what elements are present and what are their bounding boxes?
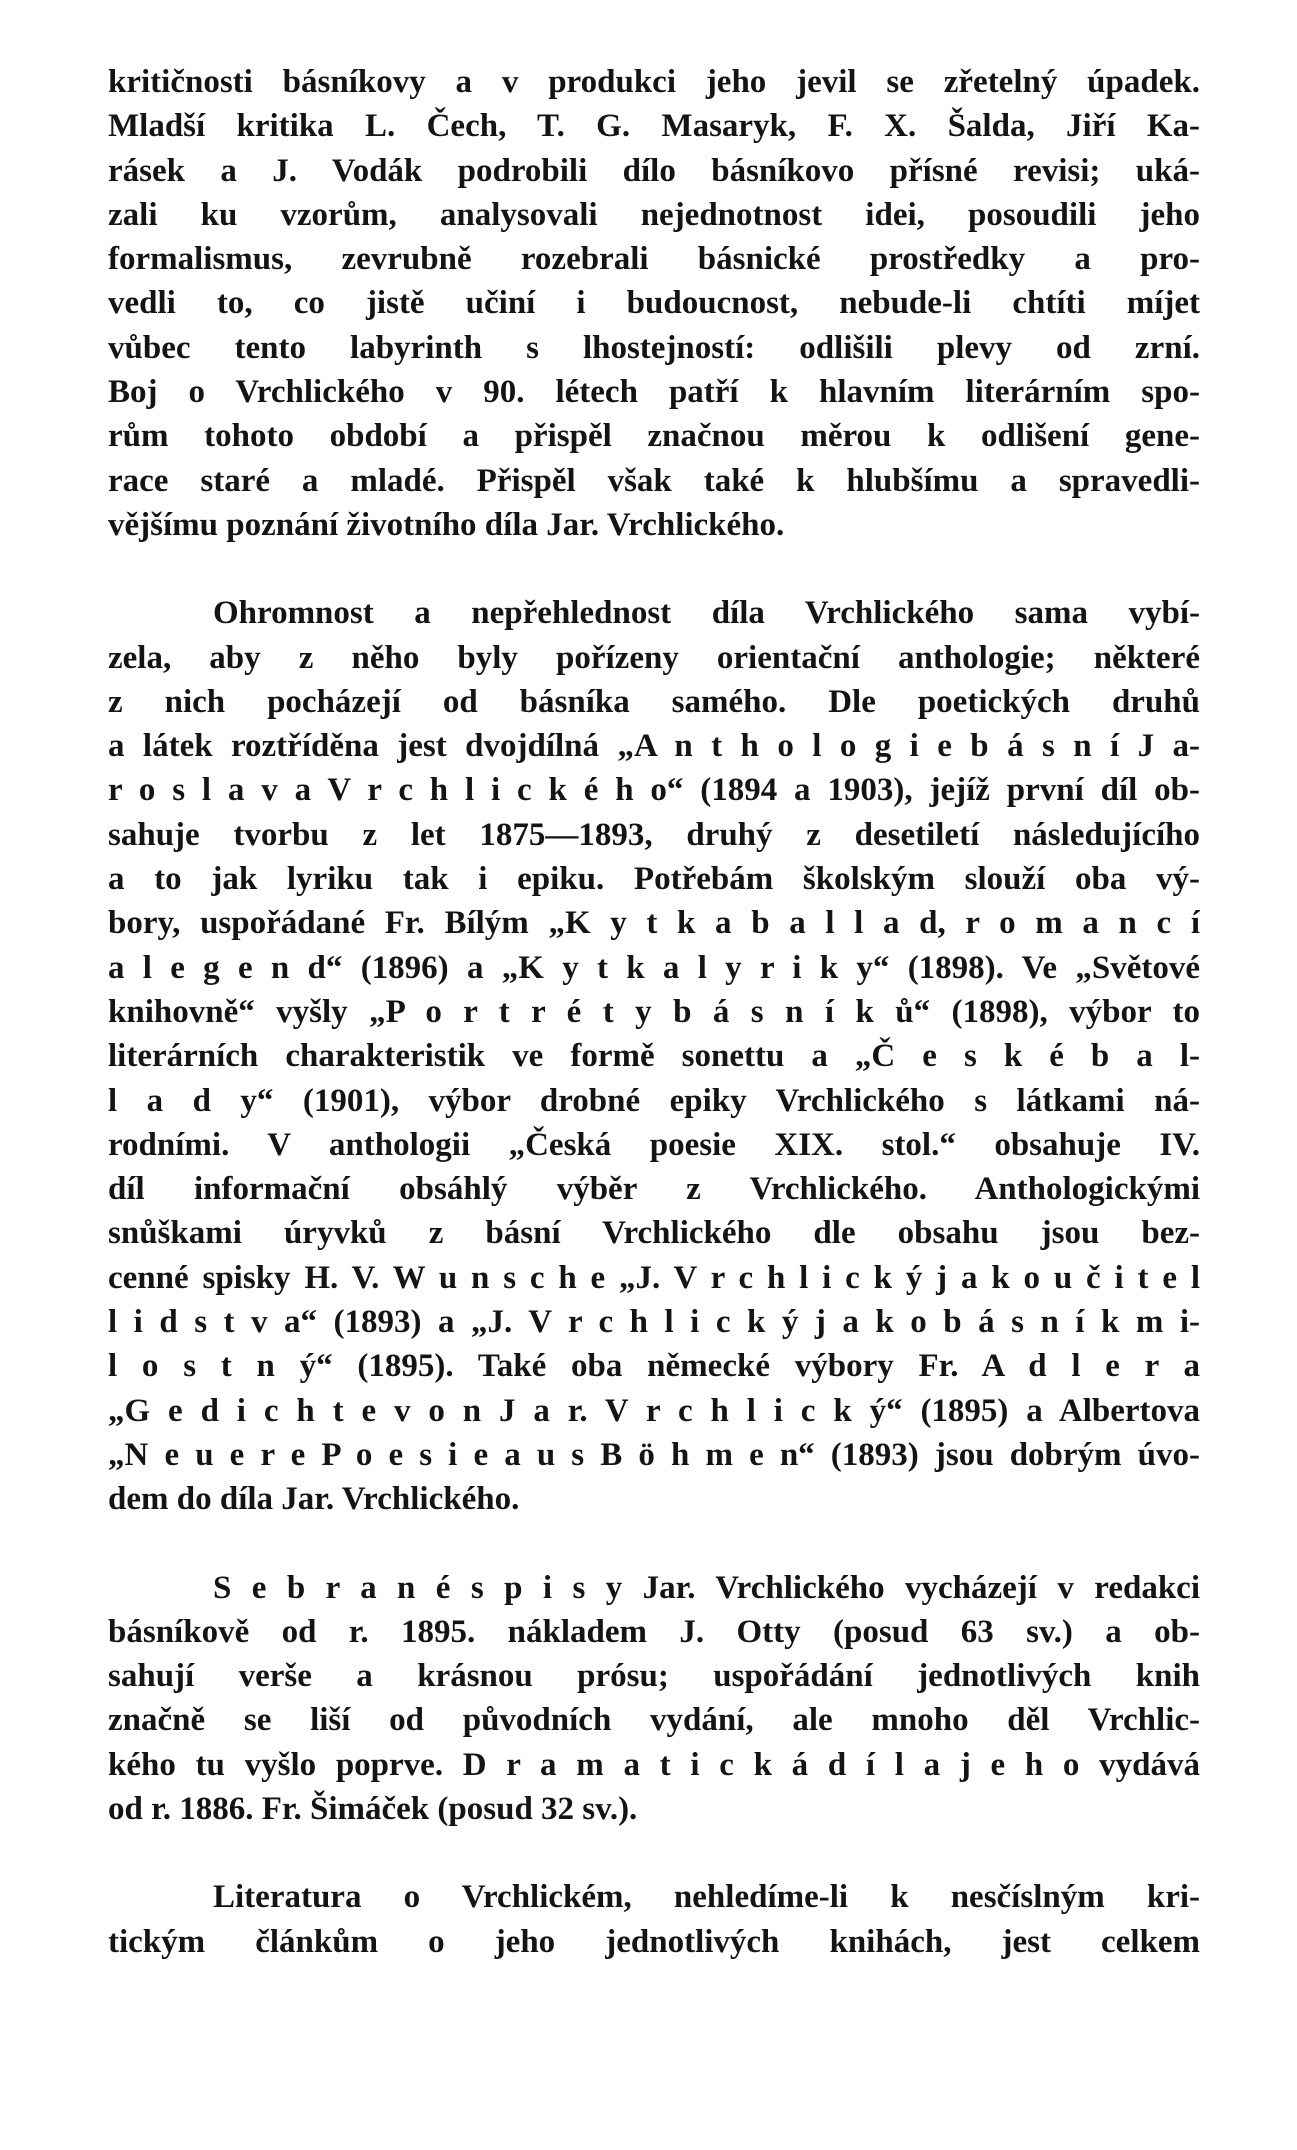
text-line: S e b r a n é s p i s y Jar. Vrchlického vycházejí v redakci [213,1569,1200,1606]
text-line: kritičnosti básníkovy a v produkci jeho jevil se zřetelný úpadek. [108,64,1200,100]
text-line: Boj o Vrchlického v 90. létech patří k hlavním literárním spo- [108,374,1200,411]
text-line: l a d y“ (1901), výbor drobné epiky Vrchlického s látkami ná- [108,1082,1200,1119]
text-line: l o s t n ý“ (1895). Také oba německé výbory Fr. A d l e r a [108,1348,1200,1385]
text-line: bory, uspořádané Fr. Bílým „K y t k a b a l l a d, r o m a n c í [108,905,1200,942]
paragraph-1 [108,60,1200,547]
text-line: „G e d i c h t e v o n J a r. V r c h l i c k ý“ (1895) a Albertova [108,1392,1200,1429]
page [108,60,1200,1964]
text-line: rásek a J. Vodák podrobili dílo básníkovo přísné revisi; uká- [108,152,1200,189]
text-line: básníkově od r. 1895. nákladem J. Otty (posud 63 sv.) a ob- [108,1613,1200,1650]
text-line: race staré a mladé. Přispěl však také k hlubšímu a spravedli- [108,462,1200,499]
text-line: sahují verše a krásnou prósu; uspořádání jednotlivých knih [108,1658,1200,1695]
text-line: rům tohoto období a přispěl značnou měrou k odlišení gene- [108,418,1200,455]
text-line: rodními. V anthologii „Česká poesie XIX. stol.“ obsahuje IV. [108,1126,1200,1163]
text-line: dem do díla Jar. Vrchlického. [108,1481,520,1518]
text-line: Literatura o Vrchlickém, nehledíme-li k nesčíslným kri- [213,1879,1200,1916]
text-line: díl informační obsáhlý výběr z Vrchlického. Anthologickými [108,1171,1200,1208]
text-line: literárních charakteristik ve formě sonettu a „Č e s k é b a l- [108,1038,1200,1075]
text-line: z nich pocházejí od básníka samého. Dle poetických druhů [108,683,1200,720]
text-line: snůškami úryvků z básní Vrchlického dle obsahu jsou bez- [108,1215,1200,1252]
text-line: sahuje tvorbu z let 1875—1893, druhý z desetiletí následujícího [108,816,1200,853]
text-line: od r. 1886. Fr. Šimáček (posud 32 sv.). [108,1790,638,1827]
text-line: l i d s t v a“ (1893) a „J. V r c h l i c k ý j a k o b á s n í k m i- [108,1304,1200,1341]
paragraph-2 [108,591,1200,1521]
text-line: vějšímu poznání životního díla Jar. Vrchlického. [108,506,785,543]
text-line: kého tu vyšlo poprve. D r a m a t i c k á d í l a j e h o vydává [108,1746,1200,1783]
text-line: Mladší kritika L. Čech, T. G. Masaryk, F. X. Šalda, Jiří Ka- [108,108,1200,145]
paragraph-3 [108,1566,1200,1832]
text-line: vedli to, co jistě učiní i budoucnost, nebude-li chtíti míjet [108,285,1200,322]
text-line: a to jak lyriku tak i epiku. Potřebám školským slouží oba vý- [108,861,1200,898]
text-line: značně se liší od původních vydání, ale mnoho děl Vrchlic- [108,1702,1200,1739]
text-line: tickým článkům o jeho jednotlivých knihách, jest celkem [108,1923,1200,1960]
text-line: knihovně“ vyšly „P o r t r é t y b á s n í k ů“ (1898), výbor to [108,993,1200,1030]
text-line: r o s l a v a V r c h l i c k é h o“ (1894 a 1903), jejíž první díl ob- [108,772,1200,809]
text-line: a látek roztříděna jest dvojdílná „A n t h o l o g i e b á s n í J a- [108,728,1200,765]
paragraph-4 [108,1875,1200,1964]
text-line: zali ku vzorům, analysovali nejednotnost idei, posoudili jeho [108,196,1200,233]
text-line: „N e u e r e P o e s i e a u s B ö h m e n“ (1893) jsou dobrým úvo- [108,1436,1200,1473]
text-line: Ohromnost a nepřehlednost díla Vrchlického sama vybí- [213,595,1200,632]
text-line: zela, aby z něho byly pořízeny orientační anthologie; některé [108,639,1200,676]
text-line: cenné spisky H. V. W u n s c h e „J. V r c h l i c k ý j a k o u č i t e l [108,1259,1200,1296]
text-line: formalismus, zevrubně rozebrali básnické prostředky a pro- [108,241,1200,278]
text-line: vůbec tento labyrinth s lhostejností: odlišili plevy od zrní. [108,329,1200,366]
text-line: a l e g e n d“ (1896) a „K y t k a l y r i k y“ (1898). Ve „Světové [108,949,1200,986]
